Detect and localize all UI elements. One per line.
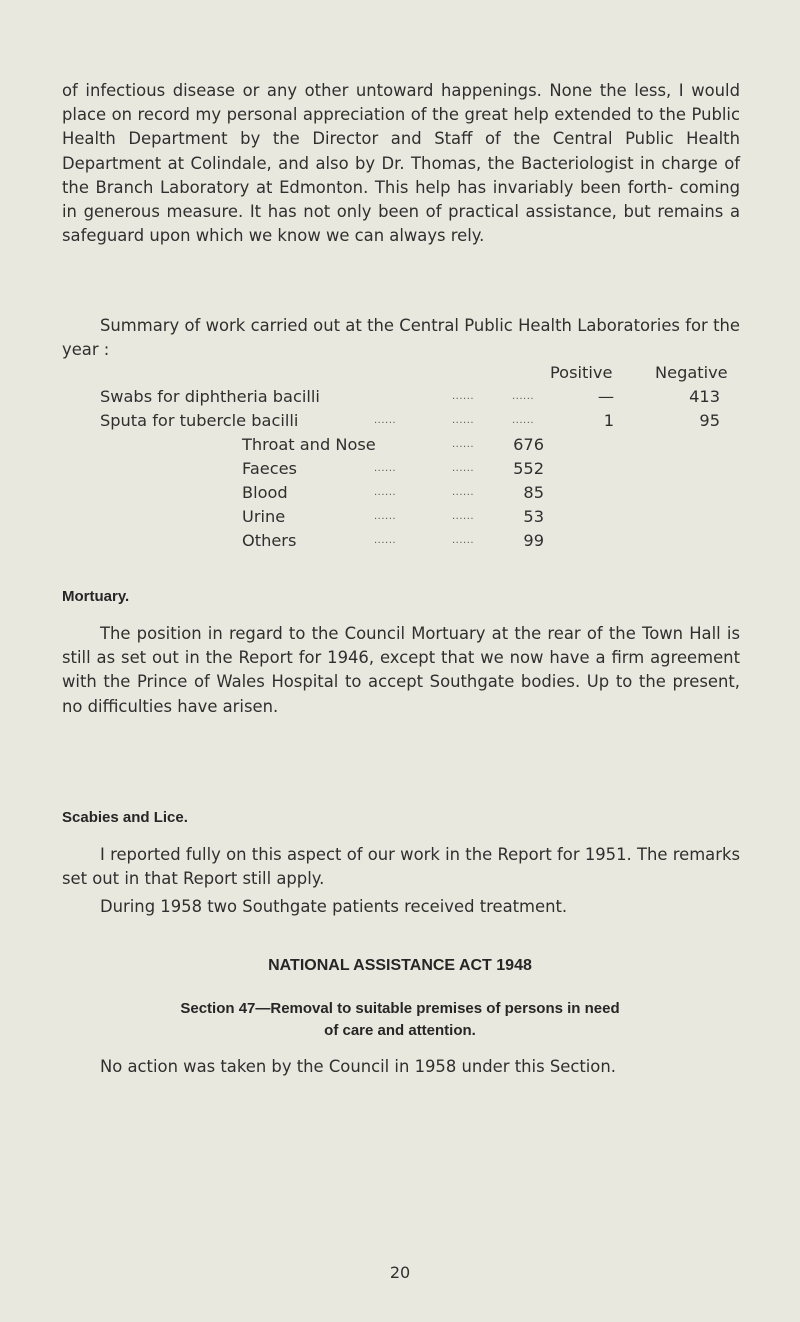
row-positive: 1: [603, 411, 614, 430]
subrow-label: Others: [242, 531, 297, 550]
subrow-value: 53: [523, 507, 544, 526]
section-heading-line-2: of care and attention.: [324, 1022, 476, 1039]
leader-dots: ......: [452, 487, 475, 498]
act-heading: NATIONAL ASSISTANCE ACT 1948: [268, 957, 532, 974]
subrow-label: Throat and Nose: [242, 435, 376, 454]
row-label: Sputa for tubercle bacilli: [100, 411, 299, 430]
leader-dots: ......: [374, 511, 397, 522]
mortuary-paragraph: The position in regard to the Council Mortuary at the rear of the Town Hall is still as set out in the Report for 1946, except that we now have a firm agreement with the Prince of Wales Hospital to accept Southgate bodies. Up to the present, no difficulties have arisen.: [62, 624, 740, 716]
leader-dots: ......: [452, 535, 475, 546]
row-positive: —: [597, 387, 614, 406]
leader-dots: ......: [452, 439, 475, 450]
subrow-label: Urine: [242, 507, 286, 526]
section-heading-line-1: Section 47—Removal to suitable premises of persons in need: [180, 1000, 620, 1017]
row-negative: 95: [699, 411, 720, 430]
mortuary-heading: Mortuary.: [62, 588, 130, 605]
subrow-label: Faeces: [242, 459, 297, 478]
scabies-paragraph-2: During 1958 two Southgate patients received treatment.: [100, 897, 568, 916]
leader-dots: ......: [452, 415, 475, 426]
header-positive: Positive: [550, 363, 613, 382]
leader-dots: ......: [374, 487, 397, 498]
subrow-value: 552: [513, 459, 544, 478]
leader-dots: ......: [374, 463, 397, 474]
leader-dots: ......: [452, 391, 475, 402]
summary-intro: Summary of work carried out at the Central Public Health Laboratories for the year :: [62, 316, 740, 360]
leader-dots: ......: [512, 391, 535, 402]
subrow-value: 676: [513, 435, 544, 454]
section-paragraph: No action was taken by the Council in 1958 under this Section.: [100, 1057, 616, 1076]
leader-dots: ......: [452, 463, 475, 474]
scabies-paragraph-1: I reported fully on this aspect of our work in the Report for 1951. The remarks set out in that Report still apply.: [62, 845, 740, 889]
row-label: Swabs for diphtheria bacilli: [100, 387, 320, 406]
leader-dots: ......: [512, 415, 535, 426]
scabies-heading: Scabies and Lice.: [62, 809, 188, 826]
leader-dots: ......: [374, 415, 397, 426]
page-number: 20: [389, 1263, 411, 1282]
subrow-label: Blood: [242, 483, 288, 502]
leader-dots: ......: [374, 535, 397, 546]
row-negative: 413: [689, 387, 720, 406]
subrow-value: 85: [523, 483, 544, 502]
leader-dots: ......: [452, 511, 475, 522]
intro-paragraph: of infectious disease or any other untoward happenings. None the less, I would place on record my personal appreciation of the great help extended to the Public Health Department by the Director and Staff of the Central Public Health Department at Colindale, and also by Dr. Thomas, the Bacteriologist in charge of the Branch Laboratory at Edmonton. This help has invariably been forth- coming in generous measure. It has not only been of practical assistance, but remains a safeguard upon which we know we can always rely.: [62, 81, 740, 246]
subrow-value: 99: [523, 531, 544, 550]
header-negative: Negative: [655, 363, 728, 382]
